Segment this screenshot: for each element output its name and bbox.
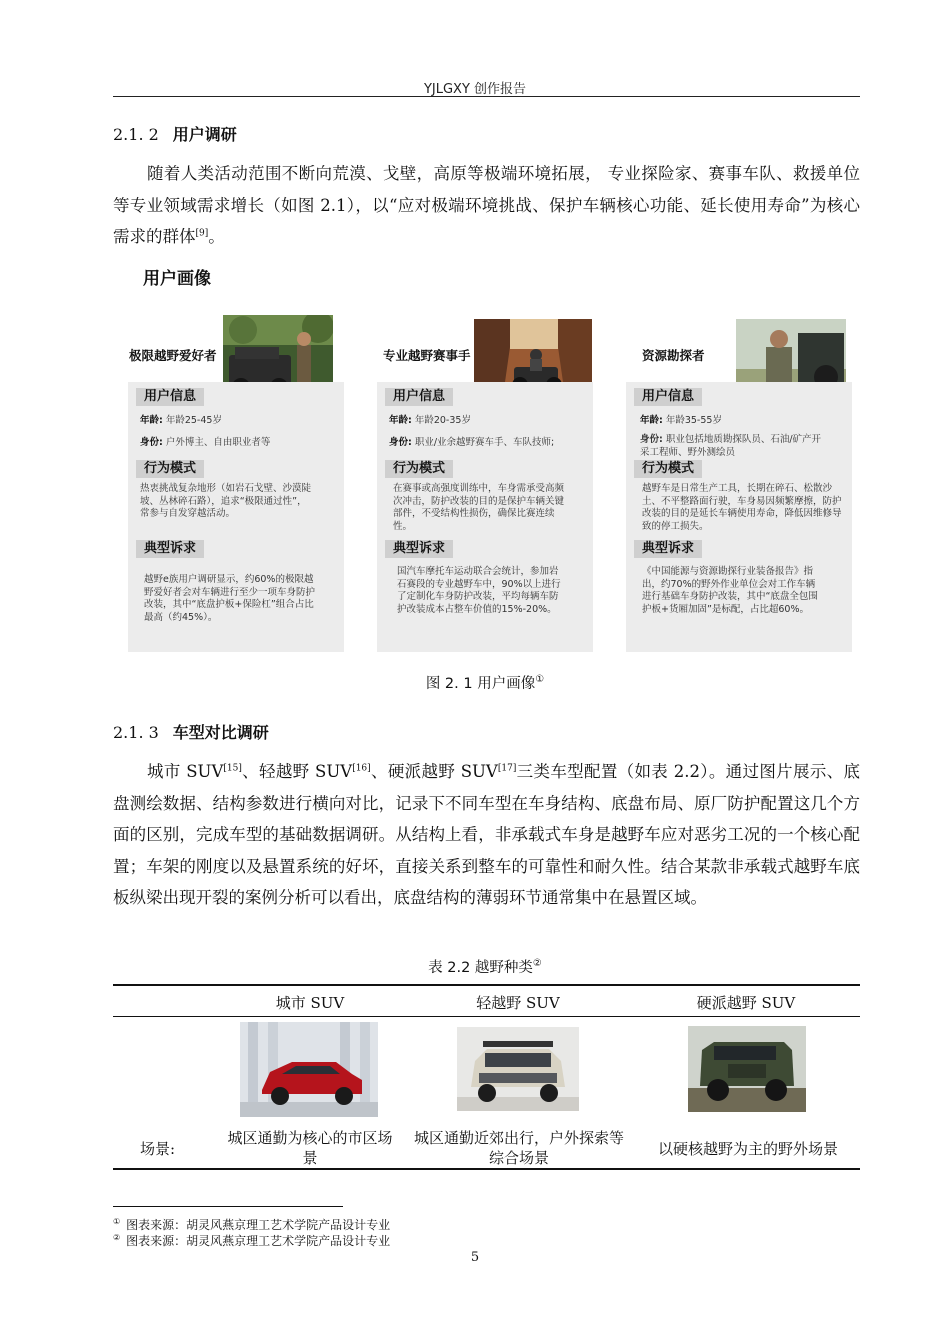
section-title: 用户调研 xyxy=(172,125,237,144)
persona-title-3: 资源勘探者 xyxy=(642,348,705,363)
age-line: 年龄: 年龄20-35岁 xyxy=(389,415,471,426)
tag-behavior: 行为模式 xyxy=(136,460,204,478)
demand-text: 越野e族用户调研显示，约60%的极限越野爱好者会对车辆进行至少一项车身防护改装，其中“底盘护板+保险杠”组合占比最高（约45%）。 xyxy=(144,574,316,623)
persona-title-1: 极限越野爱好者 xyxy=(129,348,217,363)
section-heading-user-research xyxy=(113,122,237,145)
header-rule xyxy=(113,96,860,97)
paragraph-text-end: 。 xyxy=(208,227,225,246)
tag-user-info: 用户信息 xyxy=(634,388,702,406)
table-header-city-suv: 城市 SUV xyxy=(275,994,345,1012)
tag-user-info: 用户信息 xyxy=(136,388,204,406)
section-title: 车型对比调研 xyxy=(172,723,269,742)
page-header-title: YJLGXY 创作报告 xyxy=(423,82,527,97)
footnote-2: ② 图表来源：胡灵风燕京理工艺术学院产品设计专业 xyxy=(113,1233,391,1248)
page-number: 5 xyxy=(470,1250,480,1265)
identity-line: 身份: 职业/业余越野赛车手、车队技师; xyxy=(389,437,555,448)
paragraph-text: 随着人类活动范围不断向荒漠、戈壁，高原等极端环境拓展， 专业探险家、赛事车队、救援单位等专业领域需求增长（如图 2.1），以“应对极端环境挑战、保护车辆核心功能、延长使用寿命”为核心需求的群体 xyxy=(113,164,860,246)
footnote-mark[interactable]: ② xyxy=(532,958,542,970)
paragraph-user-research xyxy=(113,158,860,253)
footnote-mark[interactable]: ① xyxy=(535,674,545,686)
identity-line: 身份: 职业包括地质勘探队员、石油/矿产开采工程师、野外测绘员 xyxy=(640,434,822,458)
footnote-rule xyxy=(113,1206,343,1207)
citation-ref[interactable]: [15] xyxy=(223,763,242,774)
table-caption: 表 2.2 越野种类② xyxy=(428,958,542,976)
persona-card-1 xyxy=(128,382,344,652)
identity-line: 身份: 户外博主、自由职业者等 xyxy=(140,437,271,448)
tag-demand: 典型诉求 xyxy=(136,540,204,558)
car-image-light-offroad-suv xyxy=(457,1027,579,1111)
table-header-hardcore-offroad-suv: 硬派越野 SUV xyxy=(696,994,796,1012)
tag-behavior: 行为模式 xyxy=(385,460,453,478)
behavior-text: 越野车是日常生产工具，长期在碎石、松散沙土、不平整路面行驶，车身易因频繁摩擦，防护改装的目的是延长车辆使用寿命，降低因维修导致的停工损失。 xyxy=(642,483,842,532)
persona-card-3 xyxy=(626,382,852,652)
table-row-label-scene: 场景: xyxy=(140,1140,176,1158)
tag-behavior: 行为模式 xyxy=(634,460,702,478)
scene-light-offroad-suv: 城区通勤近郊出行，户外探索等综合场景 xyxy=(413,1129,624,1167)
persona-card-2 xyxy=(377,382,593,652)
tag-demand: 典型诉求 xyxy=(385,540,453,558)
scene-city-suv: 城区通勤为核心的市区场景 xyxy=(227,1129,393,1167)
demand-text: 国汽车摩托车运动联合会统计，参加岩石赛段的专业越野车中，90%以上进行了定制化车身防护改装，平均每辆车防护改装成本占整车价值的15%-20%。 xyxy=(397,566,561,615)
scene-hardcore-offroad-suv: 以硬核越野为主的野外场景 xyxy=(657,1140,838,1158)
demand-text: 《中国能源与资源勘探行业装备报告》指出，约70%的野外作业单位会对工作车辆进行基础车身防护改装，其中“底盘全包围护板+货厢加固”是标配，占比超60%。 xyxy=(642,566,818,615)
car-image-city-suv xyxy=(240,1022,378,1117)
figure-caption: 图 2. 1 用户画像① xyxy=(425,674,545,692)
footnote-1: ① 图表来源：胡灵风燕京理工艺术学院产品设计专业 xyxy=(113,1217,391,1232)
table-bottom-rule xyxy=(113,1168,860,1170)
tag-user-info: 用户信息 xyxy=(385,388,453,406)
citation-ref[interactable]: [9] xyxy=(195,228,209,239)
table-header-light-offroad-suv: 轻越野 SUV xyxy=(476,994,560,1012)
paragraph-vehicle-comparison: 城市 SUV[15]、轻越野 SUV[16]、硬派越野 SUV[17]三类车型配置（如表 2.2）。通过图片展示、底盘测绘数据、结构参数进行横向对比，记录下不同车型在车身结构、底盘布局、原厂防护配置这几个方面的区别，完成车型的基础数据调研。从结构上看，非承载式车身是越野车应对恶劣工况的一个核心配置；车架的刚度以及悬置系统的好坏，直接关系到整车的可靠性和耐久性。结合某款非承载式越野车底板纵梁出现开裂的案例分析可以看出，底盘结构的薄弱环节通常集中在悬置区域。 xyxy=(113,762,860,907)
section-heading-vehicle-comparison xyxy=(113,720,269,743)
figure-heading: 用户画像 xyxy=(143,269,211,289)
citation-ref[interactable]: [16] xyxy=(352,763,371,774)
table-top-rule xyxy=(113,984,860,986)
car-image-hardcore-offroad-suv xyxy=(688,1026,806,1112)
behavior-text: 热衷挑战复杂地形（如岩石戈壁、沙漠陡坡、丛林碎石路），追求“极限通过性”，常参与自发穿越活动。 xyxy=(140,483,312,519)
citation-ref[interactable]: [17] xyxy=(497,763,517,774)
section-number: 2.1. 2 xyxy=(113,125,159,144)
persona-title-2: 专业越野赛事手 xyxy=(383,348,471,363)
table-header-rule xyxy=(113,1016,860,1017)
age-line: 年龄: 年龄35-55岁 xyxy=(640,415,722,426)
age-line: 年龄: 年龄25-45岁 xyxy=(140,415,222,426)
behavior-text: 在赛事或高强度训练中，车身需承受高频次冲击，防护改装的目的是保护车辆关键部件，不受结构性损伤，确保比赛连续性。 xyxy=(393,483,565,532)
section-number: 2.1. 3 xyxy=(113,723,159,742)
tag-demand: 典型诉求 xyxy=(634,540,702,558)
